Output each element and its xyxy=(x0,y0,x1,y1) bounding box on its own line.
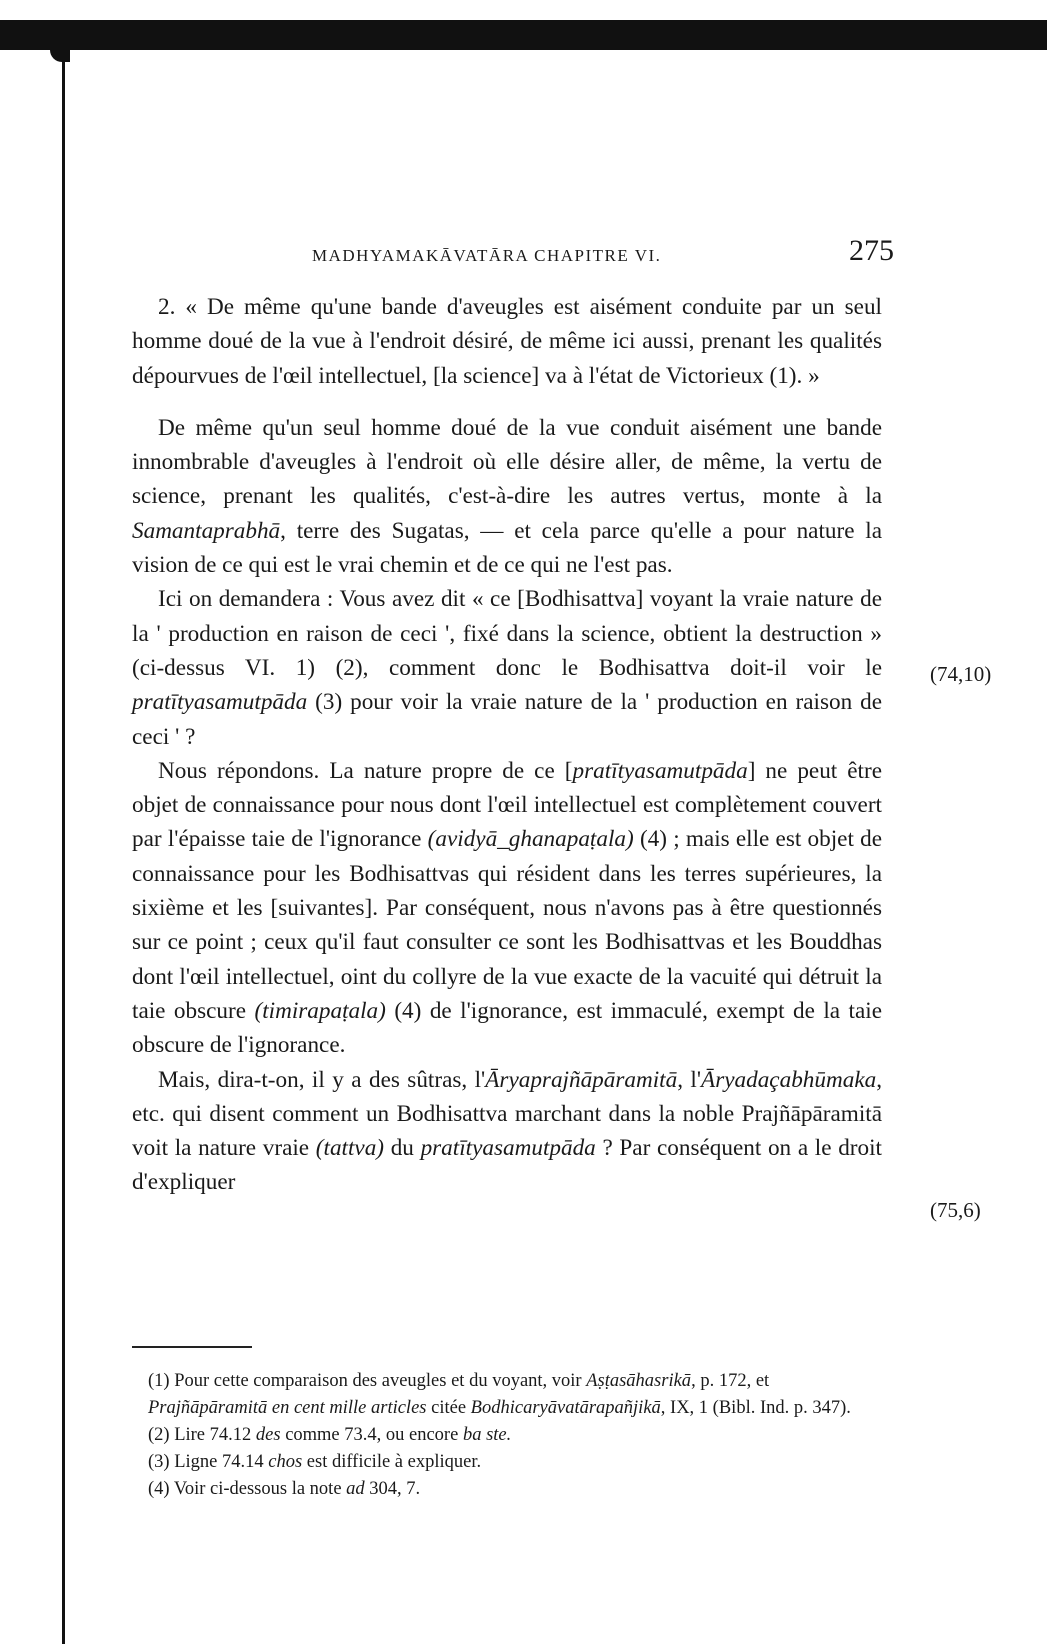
commentary-paragraph-1 xyxy=(132,411,882,582)
page-number: 275 xyxy=(849,234,894,267)
text-run: Mais, dira-t-on, il y a des sûtras, l' xyxy=(158,1066,486,1093)
text-run: 304, 7. xyxy=(364,1479,421,1499)
italic-term: pratītyasamutpāda xyxy=(572,757,748,784)
footnote-1 xyxy=(132,1368,882,1422)
text-run: , p. 172, et xyxy=(691,1371,770,1391)
commentary-paragraph-4 xyxy=(132,1063,882,1200)
text-run: (4) ; mais elle est objet de connaissance pour les Bodhisattvas qui résident dans les terres supérieures, la sixième et les [suivantes]. Par conséquent, nous n'avons pas à être questionnés sur ce point ; ceux qu'il faut consulter ce sont les Bodhisattvas et les Bouddhas dont l'œil intellectuel, oint du collyre de la vue exacte de la vacuité qui détruit la taie obscure xyxy=(132,826,882,1024)
text-run: Nous répondons. La nature propre de ce [ xyxy=(158,757,573,784)
text-run: , IX, 1 (Bibl. Ind. p. 347). xyxy=(660,1398,851,1418)
scan-corner xyxy=(50,46,70,62)
italic-term: (timirapaṭala) xyxy=(254,997,386,1024)
italic-term: (tattva) xyxy=(315,1135,385,1162)
italic-term: Āryaprajñāpāramitā xyxy=(485,1066,678,1093)
italic-term: chos xyxy=(268,1452,303,1472)
italic-term: ba ste. xyxy=(462,1425,512,1445)
body-text xyxy=(132,290,882,1200)
text-run: De même qu'un seul homme doué de la vue conduit aisément une bande innombrable d'aveugles à l'endroit où elle désire aller, de même, la vertu de science, prenant les qualités, c'est-à-dire les autres vertus, monte à la xyxy=(132,414,882,510)
italic-title: Bodhicaryāvatārapañjikā xyxy=(470,1398,661,1418)
italic-term: Samantaprabhā xyxy=(132,517,281,544)
text-run: (1) Pour cette comparaison des aveugles et du voyant, voir xyxy=(148,1371,587,1391)
italic-title: Aṣṭasāhasrikā xyxy=(586,1371,692,1391)
italic-term: Āryadaçabhūmaka xyxy=(701,1066,877,1093)
text-run: , l' xyxy=(677,1066,702,1093)
text-run: Ici on demandera : Vous avez dit « ce [Bodhisattva] voyant la vraie nature de la ' production en raison de ceci ', fixé dans la science, obtient la destruction » (ci-dessus VI. 1) (2), comment donc le Bodhisattva doit-il voir le xyxy=(132,586,882,681)
commentary-paragraph-3 xyxy=(132,754,882,1063)
scan-left-edge xyxy=(62,48,65,1644)
page-header xyxy=(300,234,900,274)
text-run: (4) Voir ci-dessous la note xyxy=(148,1479,347,1499)
italic-title: Prajñāpāramitā en cent mille articles xyxy=(148,1398,427,1418)
text-run: citée xyxy=(426,1398,471,1418)
italic-term: (avidyā_ghanapaṭala) xyxy=(427,826,634,853)
italic-term: des xyxy=(255,1425,281,1445)
italic-term: ad xyxy=(346,1479,365,1499)
margin-reference: (74,10) xyxy=(930,662,992,686)
footnotes xyxy=(132,1368,882,1503)
text-run: , terre des Sugatas, — et cela parce qu'elle a pour nature la vision de ce qui est le vrai chemin et de ce qui ne l'est pas. xyxy=(132,517,882,579)
text-run: (2) Lire 74.12 xyxy=(148,1425,256,1445)
text-run: ? Par conséquent on a le droit d'expliquer xyxy=(132,1135,882,1196)
italic-term: pratītyasamutpāda xyxy=(132,689,308,716)
margin-reference: (75,6) xyxy=(930,1198,981,1222)
text-run: (4) de l'ignorance, est immaculé, exempt de la taie obscure de l'ignorance. xyxy=(132,997,883,1059)
italic-term: pratītyasamutpāda xyxy=(420,1135,596,1162)
text-run: ] ne peut être objet de connaissance pour nous dont l'œil intellectuel est complètement couvert par l'épaisse taie de l'ignorance xyxy=(132,757,882,853)
footnote-rule xyxy=(132,1346,252,1348)
text-run: comme 73.4, ou encore xyxy=(280,1425,463,1445)
footnote-4 xyxy=(132,1476,882,1503)
text-run: est difficile à expliquer. xyxy=(302,1452,482,1472)
verse-text: 2. « De même qu'une bande d'aveugles est aisément conduite par un seul homme doué de la vue à l'endroit désiré, de même ici aussi, prenant les qualités dépourvues de l'œil intellectuel, [la science] va à l'état de Victorieux (1). » xyxy=(132,294,882,389)
text-run: (3) pour voir la vraie nature de la ' production en raison de ceci ' ? xyxy=(132,689,882,750)
text-run: du xyxy=(384,1135,421,1162)
commentary-paragraph-2 xyxy=(132,582,882,753)
verse-paragraph xyxy=(132,290,882,393)
footnote-2 xyxy=(132,1422,882,1449)
text-run: (3) Ligne 74.14 xyxy=(148,1452,269,1472)
text-run: , etc. qui disent comment un Bodhisattva marchant dans la noble Prajñāpāramitā voit la nature vraie xyxy=(132,1066,882,1162)
running-title: MADHYAMAKĀVATĀRA CHAPITRE VI. xyxy=(312,246,662,265)
scan-top-edge xyxy=(0,20,1047,50)
footnote-3 xyxy=(132,1449,882,1476)
